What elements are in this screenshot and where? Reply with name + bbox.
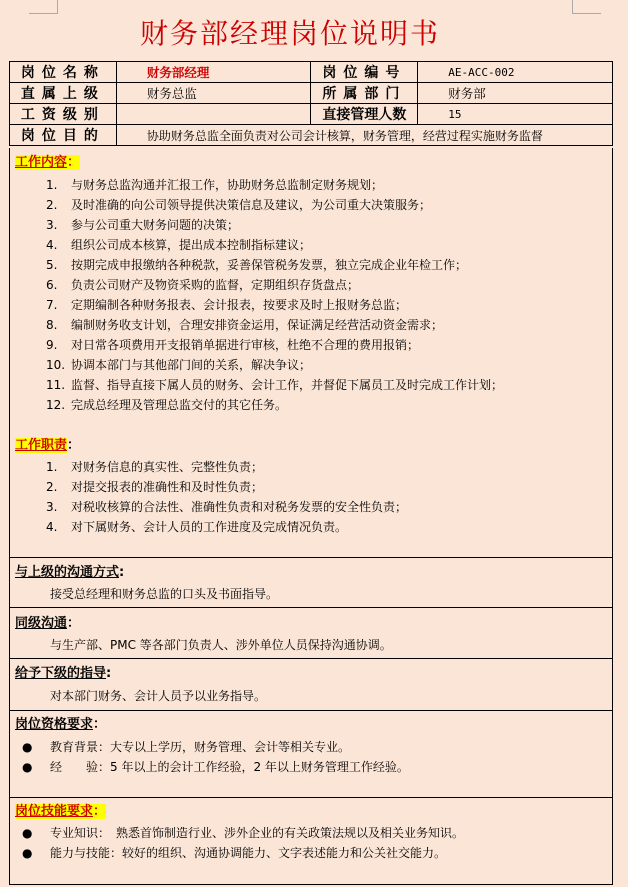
bullet-icon: ● <box>22 740 33 754</box>
skills-list <box>22 823 464 863</box>
list-item <box>46 175 503 195</box>
upward-heading: 与上级的沟通方式: <box>15 565 125 580</box>
qualification-list <box>22 737 409 777</box>
list-item <box>46 295 503 315</box>
list-item <box>46 517 407 537</box>
position-code: AE-ACC-002 <box>418 62 613 83</box>
item-text: 监督、指导直接下属人员的财务、会计工作，并督促下属员工及时完成工作计划； <box>71 378 504 392</box>
item-text: 教育背景：大专以上学历，财务管理、会计等相关专业。 <box>50 740 351 754</box>
info-table <box>9 61 613 146</box>
downward-heading: 给予下级的指导: <box>15 666 112 681</box>
item-number: 7. <box>46 298 58 312</box>
list-item <box>22 843 464 863</box>
salary-label: 工资级别 <box>10 104 117 125</box>
upward-text: 接受总经理和财务总监的口头及书面指导。 <box>50 587 279 601</box>
item-number: 4. <box>46 520 58 534</box>
item-text: 编制财务收支计划，合理安排资金运用，保证满足经营活动资金需求； <box>71 318 444 332</box>
work-content-list <box>46 175 503 415</box>
work-content-heading: 工作内容： <box>15 155 81 170</box>
item-text: 经 验：5 年以上的会计工作经验，2 年以上财务管理工作经验。 <box>50 760 409 774</box>
item-text: 对日常各项费用开支报销单据进行审核，杜绝不合理的费用报销； <box>71 338 420 352</box>
item-number: 10. <box>46 358 66 372</box>
list-item <box>46 215 503 235</box>
bullet-icon: ● <box>22 760 33 774</box>
position-code-label: 岗位编号 <box>311 62 418 83</box>
list-item <box>46 195 503 215</box>
list-item <box>22 823 464 843</box>
item-text: 按期完成申报缴纳各种税款，妥善保管税务发票，独立完成企业年检工作； <box>71 258 468 272</box>
item-text: 对税收核算的合法性、准确性负责和对税务发票的安全性负责； <box>71 500 408 514</box>
peer-text: 与生产部、PMC 等各部门负责人、涉外单位人员保持沟通协调。 <box>50 638 392 652</box>
item-text: 负责公司财产及物资采购的监督，定期组织存货盘点； <box>71 278 360 292</box>
item-text: 及时准确的向公司领导提供决策信息及建议，为公司重大决策服务； <box>71 198 432 212</box>
salary <box>116 104 311 125</box>
superior-label: 直属上级 <box>10 83 117 104</box>
item-text: 定期编制各种财务报表、会计报表，按要求及时上报财务总监； <box>71 298 408 312</box>
list-item <box>46 375 503 395</box>
position-name-label: 岗位名称 <box>10 62 117 83</box>
subordinates: 15 <box>418 104 613 125</box>
superior: 财务总监 <box>116 83 311 104</box>
list-item <box>46 457 407 477</box>
list-item <box>46 395 503 415</box>
list-item <box>46 477 407 497</box>
downward-text: 对本部门财务、会计人员予以业务指导。 <box>50 689 267 703</box>
department-label: 所属部门 <box>311 83 418 104</box>
item-text: 专业知识： 熟悉首饰制造行业、涉外企业的有关政策法规以及相关业务知识。 <box>50 826 465 840</box>
item-text: 与财务总监沟通并汇报工作，协助财务总监制定财务规划； <box>71 178 384 192</box>
skills-heading: 岗位技能要求： <box>15 804 107 819</box>
item-text: 对提交报表的准确性和及时性负责； <box>71 480 264 494</box>
item-text: 完成总经理及管理总监交付的其它任务。 <box>71 398 288 412</box>
item-text: 能力与技能：较好的组织、沟通协调能力、文字表述能力和公关社交能力。 <box>50 846 447 860</box>
purpose: 协助财务总监全面负责对公司会计核算，财务管理，经营过程实施财务监督 <box>116 125 612 146</box>
item-text: 协调本部门与其他部门间的关系，解决争议； <box>71 358 312 372</box>
bullet-icon: ● <box>22 846 33 860</box>
item-number: 11. <box>46 378 66 392</box>
qualification-heading: 岗位资格要求： <box>15 717 107 732</box>
item-number: 3. <box>46 500 58 514</box>
list-item <box>46 315 503 335</box>
item-text: 对财务信息的真实性、完整性负责； <box>71 460 264 474</box>
list-item <box>22 757 409 777</box>
duties-heading: 工作职责： <box>15 438 81 453</box>
item-number: 3. <box>46 218 58 232</box>
list-item <box>46 275 503 295</box>
item-text: 组织公司成本核算，提出成本控制指标建议； <box>71 238 312 252</box>
document-title: 财务部经理岗位说明书 <box>139 17 440 50</box>
subordinates-label: 直接管理人数 <box>311 104 418 125</box>
peer-heading: 同级沟通： <box>15 616 81 631</box>
bullet-icon: ● <box>22 826 33 840</box>
item-number: 1. <box>46 460 58 474</box>
item-number: 8. <box>46 318 58 332</box>
item-number: 6. <box>46 278 58 292</box>
item-number: 9. <box>46 338 58 352</box>
item-number: 12. <box>46 398 66 412</box>
item-number: 2. <box>46 480 58 494</box>
item-number: 1. <box>46 178 58 192</box>
purpose-label: 岗位目的 <box>10 125 117 146</box>
item-number: 5. <box>46 258 58 272</box>
item-number: 2. <box>46 198 58 212</box>
department: 财务部 <box>418 83 613 104</box>
position-name: 财务部经理 <box>116 62 311 83</box>
list-item <box>46 497 407 517</box>
item-number: 4. <box>46 238 58 252</box>
list-item <box>22 737 409 757</box>
list-item <box>46 355 503 375</box>
list-item <box>46 335 503 355</box>
item-text: 对下属财务、会计人员的工作进度及完成情况负责。 <box>71 520 348 534</box>
list-item <box>46 235 503 255</box>
item-text: 参与公司重大财务问题的决策； <box>71 218 240 232</box>
duties-list <box>46 457 407 537</box>
list-item <box>46 255 503 275</box>
